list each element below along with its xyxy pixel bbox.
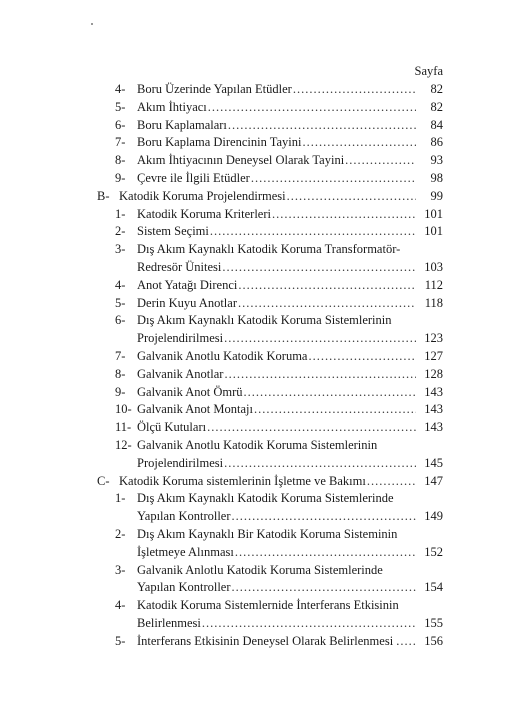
toc-entry: [0, 330, 511, 348]
toc-entry-title-text: Galvanik Anotlu Katodik Koruma Sistemlerinin: [137, 437, 378, 452]
toc-entry: [0, 152, 511, 170]
toc-entry-page: 143: [424, 384, 443, 399]
toc-entry-title: [137, 117, 416, 135]
toc-entry-title: [137, 384, 416, 402]
dot-leader: [207, 419, 416, 437]
toc-entry-title: [137, 277, 416, 295]
toc-entry: [0, 81, 511, 99]
toc-entry-page: 149: [424, 509, 443, 524]
toc-entry-title: [137, 562, 431, 580]
toc-entry: [0, 170, 511, 188]
toc-entry: [0, 401, 511, 419]
toc-entry-number: 4-: [115, 82, 126, 96]
toc-entry-page: 101: [424, 206, 443, 221]
toc-entry-title: [137, 206, 416, 224]
toc-entry-title: [137, 330, 416, 348]
toc-entry-page: 127: [424, 348, 443, 363]
toc-entry-number: C-: [97, 473, 110, 488]
toc-entry-page: 93: [430, 153, 443, 168]
toc-entry-page: 103: [424, 259, 443, 274]
toc-entry: [0, 117, 511, 135]
toc-entry-title-text: Anot Yatağı Direnci: [137, 277, 238, 292]
toc-entry-title: [137, 348, 416, 366]
toc-entry-title-text: Galvanik Anotlar: [137, 366, 224, 381]
toc-entry-number: 4-: [115, 277, 126, 292]
table-of-contents: [0, 81, 511, 651]
toc-entry-title: [137, 455, 416, 473]
toc-entry-title-text: Dış Akım Kaynaklı Katodik Koruma Transformatör-: [137, 242, 401, 257]
toc-entry-title: [137, 134, 416, 152]
toc-entry-title: [137, 81, 416, 99]
toc-entry-title-text: Yapılan Kontroller: [137, 580, 231, 595]
toc-entry-page: 143: [424, 402, 443, 417]
toc-entry: [0, 223, 511, 241]
toc-entry-page: 101: [424, 224, 443, 239]
dot-leader: [210, 223, 416, 241]
toc-entry: [0, 241, 511, 259]
toc-entry-title-text: Dış Akım Kaynaklı Katodik Koruma Sistemlerinde: [137, 491, 394, 506]
dot-leader: [202, 615, 416, 633]
toc-entry-title: [119, 188, 416, 206]
dot-leader: [208, 99, 416, 117]
toc-entry: [0, 615, 511, 633]
toc-entry: [0, 366, 511, 384]
toc-entry-number: 12-: [115, 437, 132, 452]
toc-entry-page: 99: [430, 188, 443, 203]
toc-entry-title-text: Galvanik Anotlu Katodik Koruma: [137, 348, 308, 363]
dot-leader: [244, 384, 416, 402]
dot-leader: [224, 330, 416, 348]
dot-leader: [232, 579, 416, 597]
toc-entry: [0, 490, 511, 508]
dot-leader: [287, 188, 416, 206]
dot-leader: [222, 259, 416, 277]
toc-entry-title-text: Boru Kaplama Direncinin Tayini: [137, 135, 302, 150]
toc-entry-title-text: Boru Üzerinde Yapılan Etüdler: [137, 82, 292, 96]
dot-leader: [254, 401, 416, 419]
toc-entry-title-text: Ölçü Kutuları: [137, 420, 207, 435]
toc-entry-title: [137, 615, 416, 633]
toc-entry-title-text: Sistem Seçimi: [137, 224, 209, 239]
dot-leader: [232, 508, 416, 526]
toc-entry-page: 82: [430, 99, 443, 114]
dot-leader: [272, 206, 416, 224]
toc-entry-number: 11-: [115, 420, 132, 435]
toc-entry: [0, 134, 511, 152]
toc-entry-title-text: Katodik Koruma Projelendirmesi: [119, 188, 286, 203]
toc-entry-number: 2-: [115, 526, 126, 541]
toc-entry-title-text: Katodik Koruma sistemlerinin İşletme ve Bakımı: [119, 473, 366, 488]
toc-entry-page: 128: [424, 366, 443, 381]
toc-entry: [0, 277, 511, 295]
toc-entry-number: B-: [97, 188, 110, 203]
toc-entry-title-text: Akım İhtiyacının Deneysel Olarak Tayini: [137, 153, 345, 168]
toc-entry-number: 2-: [115, 224, 126, 239]
toc-entry-number: 6-: [115, 313, 126, 328]
toc-entry-title: [137, 419, 416, 437]
toc-entry: [0, 312, 511, 330]
toc-entry-title: [137, 312, 431, 330]
toc-entry-title: [137, 170, 416, 188]
toc-entry-title-text: Derin Kuyu Anotlar: [137, 295, 237, 310]
toc-entry: [0, 348, 511, 366]
toc-entry-title: [137, 490, 431, 508]
dot-leader: [251, 170, 416, 188]
toc-entry: [0, 544, 511, 562]
toc-entry-number: 8-: [115, 153, 126, 168]
toc-entry-number: 1-: [115, 206, 126, 221]
toc-entry: [0, 526, 511, 544]
toc-entry-title: [119, 473, 416, 491]
dot-leader: [228, 117, 416, 135]
toc-entry-number: 1-: [115, 491, 126, 506]
toc-entry-title-text: İnterferans Etkisinin Deneysel Olarak Belirlenmesi .: [137, 633, 400, 648]
toc-entry-title-text: Dış Akım Kaynaklı Katodik Koruma Sistemlerinin: [137, 313, 392, 328]
toc-entry-page: 143: [424, 420, 443, 435]
toc-entry: [0, 579, 511, 597]
toc-entry: [0, 437, 511, 455]
toc-entry-number: 6-: [115, 117, 126, 132]
toc-entry: [0, 419, 511, 437]
toc-entry-page: 82: [430, 82, 443, 96]
toc-entry: [0, 455, 511, 473]
dot-leader: [293, 81, 416, 99]
toc-entry: [0, 633, 511, 651]
toc-entry-title: [137, 526, 431, 544]
toc-entry: [0, 188, 511, 206]
toc-entry-title: [137, 437, 431, 455]
dot-leader: [367, 473, 416, 491]
toc-entry-number: 4-: [115, 598, 126, 613]
dot-leader: [238, 295, 416, 313]
toc-entry: [0, 206, 511, 224]
toc-entry-number: 3-: [115, 242, 126, 257]
toc-entry-number: 5-: [115, 295, 126, 310]
toc-entry-page: 147: [424, 473, 443, 488]
toc-entry-page: 118: [424, 295, 443, 310]
dot-leader: [345, 152, 416, 170]
toc-entry-title: [137, 508, 416, 526]
toc-entry: [0, 259, 511, 277]
page-column-header: Sayfa: [414, 64, 443, 78]
dot-leader: [308, 348, 416, 366]
toc-entry: [0, 597, 511, 615]
toc-entry-title-text: Boru Kaplamaları: [137, 117, 227, 132]
toc-entry-title: [137, 401, 416, 419]
toc-entry-title-text: Çevre ile İlgili Etüdler: [137, 170, 250, 185]
toc-entry: [0, 295, 511, 313]
toc-entry-title: [137, 152, 416, 170]
toc-entry-title-text: Galvanik Anlotlu Katodik Koruma Sistemlerinde: [137, 562, 383, 577]
toc-entry-number: 7-: [115, 135, 126, 150]
toc-entry-page: 156: [424, 633, 443, 648]
toc-entry-title-text: Galvanik Anot Ömrü: [137, 384, 243, 399]
toc-entry-number: 9-: [115, 170, 126, 185]
toc-entry: [0, 384, 511, 402]
toc-entry-title: [137, 633, 416, 651]
toc-entry-page: 123: [424, 331, 443, 346]
dot-leader: [224, 455, 416, 473]
toc-entry-page: 112: [424, 277, 443, 292]
toc-entry-title: [137, 366, 416, 384]
toc-entry-title-text: Redresör Ünitesi: [137, 259, 222, 274]
toc-entry-number: 7-: [115, 348, 126, 363]
toc-entry: [0, 562, 511, 580]
toc-entry-title: [137, 579, 416, 597]
dot-leader: [224, 366, 416, 384]
toc-entry-title-text: Projelendirilmesi: [137, 455, 224, 470]
toc-entry-page: 84: [430, 117, 443, 132]
toc-entry-title-text: Akım İhtiyacı: [137, 99, 207, 114]
toc-entry-page: 98: [430, 170, 443, 185]
scan-speck: [91, 23, 93, 25]
toc-entry-title: [137, 295, 416, 313]
toc-entry-title: [137, 259, 416, 277]
toc-entry-title: [137, 544, 416, 562]
toc-entry-title-text: Belirlenmesi: [137, 615, 201, 630]
toc-entry-title: [137, 597, 431, 615]
toc-entry-title-text: Yapılan Kontroller: [137, 509, 231, 524]
dot-leader: [235, 544, 416, 562]
toc-entry-title: [137, 241, 431, 259]
toc-entry-title-text: Galvanik Anot Montajı: [137, 402, 253, 417]
toc-entry-title: [137, 99, 416, 117]
toc-entry-number: 9-: [115, 384, 126, 399]
toc-entry-page: 154: [424, 580, 443, 595]
toc-entry-title-text: İşletmeye Alınması: [137, 544, 234, 559]
dot-leader: [302, 134, 416, 152]
toc-entry-page: 152: [424, 544, 443, 559]
toc-entry-number: 5-: [115, 633, 126, 648]
toc-entry: [0, 473, 511, 491]
toc-entry-title-text: Katodik Koruma Kriterleri: [137, 206, 271, 221]
toc-entry-title: [137, 223, 416, 241]
toc-entry-number: 3-: [115, 562, 126, 577]
toc-entry-title-text: Projelendirilmesi: [137, 331, 224, 346]
toc-entry-page: 86: [430, 135, 443, 150]
dot-leader: [238, 277, 416, 295]
toc-entry-title-text: Katodik Koruma Sistemlernide İnterferans Etkisinin: [137, 598, 399, 613]
toc-entry-number: 10-: [115, 402, 132, 417]
toc-entry-title-text: Dış Akım Kaynaklı Bir Katodik Koruma Sisteminin: [137, 526, 398, 541]
toc-entry-page: 155: [424, 615, 443, 630]
toc-entry: [0, 508, 511, 526]
toc-entry-number: 5-: [115, 99, 126, 114]
toc-entry-number: 8-: [115, 366, 126, 381]
toc-entry: [0, 99, 511, 117]
toc-entry-page: 145: [424, 455, 443, 470]
